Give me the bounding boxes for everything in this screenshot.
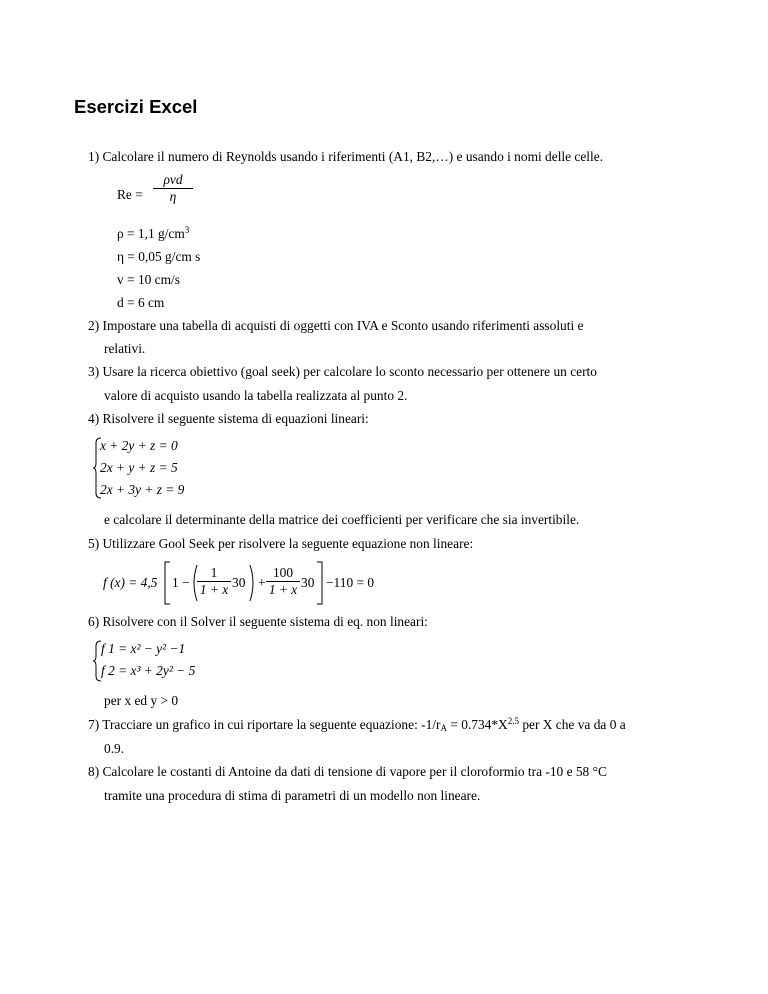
exercise-8-line2: tramite una procedura di stima di parametri di un modello non lineare. [104,788,481,803]
fraction-2-numerator: 100 [272,565,294,580]
reynolds-denominator: η [169,189,177,204]
right-bracket [316,561,324,605]
eq5-one-minus: 1 − [172,575,190,590]
eq5-lhs: f (x) = 4,5 [103,575,158,590]
exercise-3-line1: 3) Usare la ricerca obiettivo (goal seek) per calcolare lo sconto necessario per ottenere un certo [88,364,597,379]
exercise-3-line2: valore di acquisto usando la tabella realizzata al punto 2. [104,388,408,403]
linear-eq-1: x + 2y + z = 0 [100,438,178,453]
exercise-6-condition: per x ed y > 0 [104,693,179,708]
eq5-plus: + [258,575,266,590]
reynolds-label: Re = [117,187,143,202]
fraction-1-denominator: 1 + x [199,582,229,597]
eq5-tail: −110 = 0 [326,575,375,590]
linear-eq-3: 2x + 3y + z = 9 [100,482,185,497]
exercise-4-text: 4) Risolvere il seguente sistema di equazioni lineari: [88,411,369,426]
exercise-7-line1: 7) Tracciare un grafico in cui riportare la seguente equazione: $-1/r_A = 0.734*X^{2.5}$ per X che va da 0 a [88,716,626,733]
eq5-fraction-1 [197,565,231,598]
param-velocity: v = 10 cm/s [117,272,180,287]
eq5-fraction-2 [266,565,300,598]
exercise-2-line1: 2) Impostare una tabella di acquisti di oggetti con IVA e Sconto usando riferimenti assoluti e [88,318,584,333]
exercise-6-text: 6) Risolvere con il Solver il seguente sistema di eq. non lineari: [88,614,428,629]
param-density: ρ = 1,1 $g/cm^3$ [117,225,190,241]
reynolds-fraction [153,172,193,205]
exercise-5-text: 5) Utilizzare Gool Seek per risolvere la seguente equazione non lineare: [88,536,474,551]
exercise-4-after: e calcolare il determinante della matrice dei coefficienti per verificare che sia invertibile. [104,512,580,527]
eq5-const-30a: 30 [232,575,246,590]
fraction-1-numerator: 1 [210,565,218,580]
exercise-1-text: 1) Calcolare il numero di Reynolds usando i riferimenti (A1, B2,…) e usando i nomi delle celle. [88,149,604,164]
page-title: Esercizi Excel [74,96,198,117]
linear-eq-2: 2x + y + z = 5 [100,460,178,475]
right-paren [249,564,257,602]
nonlinear-eq-1: f 1 = x² − y² −1 [101,641,186,656]
nonlinear-eq-2: f 2 = x³ + 2y² − 5 [101,663,196,678]
param-viscosity: η = 0,05 g/cm s [117,249,201,264]
left-bracket [163,561,171,605]
fraction-2-denominator: 1 + x [268,582,298,597]
exercise-2-line2: relativi. [104,341,146,356]
exercise-8-line1: 8) Calcolare le costanti di Antoine da dati di tensione di vapore per il cloroformio tra -10 e 58 °C [88,764,607,779]
param-diameter: d = 6 cm [117,295,165,310]
exercise-7-line2: 0.9. [104,741,125,756]
eq5-const-30b: 30 [301,575,315,590]
reynolds-numerator: ρvd [163,172,183,187]
